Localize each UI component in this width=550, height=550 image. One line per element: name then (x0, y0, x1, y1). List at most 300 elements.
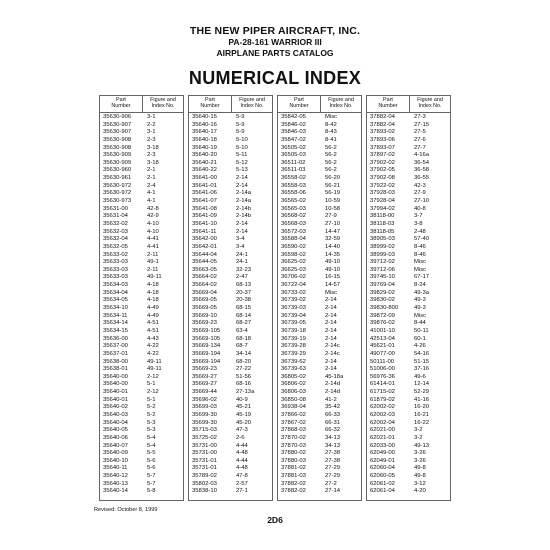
catalog-title: AIRPLANE PARTS CATALOG (216, 48, 334, 58)
index-row (100, 381, 183, 389)
part-number: 35664-02 (192, 282, 217, 289)
part-number: 35731-01 (192, 465, 217, 472)
figure-index: 4-10 (147, 220, 159, 227)
part-number-header: Part Number (111, 97, 131, 109)
index-row (100, 420, 183, 428)
figure-index: 2-1 (147, 175, 156, 182)
figure-index: 49-3a (414, 289, 430, 296)
index-row (100, 481, 183, 489)
index-column (188, 95, 273, 501)
part-number: 36568-03 (281, 220, 306, 227)
part-number: 37870-03 (281, 442, 306, 449)
part-number: 35640-10 (103, 457, 128, 464)
part-number: 35634-15 (103, 327, 128, 334)
part-number: 37882-04 (370, 114, 395, 120)
part-number: 35641-06 (192, 190, 217, 197)
index-row (367, 290, 450, 298)
index-row (100, 389, 183, 397)
index-row (278, 175, 361, 183)
index-row (367, 366, 450, 374)
index-row (100, 450, 183, 458)
index-row (367, 458, 450, 466)
part-number: 37882-02 (281, 480, 306, 487)
part-number: 35634-10 (103, 305, 128, 312)
part-number: 35634-11 (103, 312, 128, 319)
figure-index: 5-13 (236, 167, 248, 174)
index-row (100, 229, 183, 237)
index-row (100, 305, 183, 313)
header-divider (320, 96, 321, 112)
index-row (100, 427, 183, 435)
part-number: 36739-18 (281, 327, 306, 334)
part-number: 35640-22 (192, 167, 217, 174)
figure-index: 4-18 (147, 282, 159, 289)
part-number: 35669-105 (192, 335, 221, 342)
figure-index: 56-2 (325, 152, 337, 159)
index-row (367, 427, 450, 435)
part-number: 62021-00 (370, 427, 395, 434)
figure-index: 2-14 (325, 312, 337, 319)
part-number: 36739-02 (281, 297, 306, 304)
figure-index: 5-2 (147, 404, 156, 411)
index-row (278, 213, 361, 221)
part-number: 35802-03 (192, 480, 217, 487)
figure-index: 68-20 (236, 358, 252, 365)
index-row (367, 450, 450, 458)
figure-index: 2-48 (414, 228, 426, 235)
index-row (278, 114, 361, 122)
index-row (278, 351, 361, 359)
index-row (367, 343, 450, 351)
part-number: 35630-972 (103, 190, 132, 197)
index-row (189, 374, 272, 382)
figure-index: 49-11 (147, 366, 162, 373)
part-number: 35669-194 (192, 358, 221, 365)
part-number: 35631-04 (103, 213, 128, 220)
index-row (367, 145, 450, 153)
figure-index: 2-14 (236, 182, 248, 189)
figure-index: 56-19 (325, 190, 341, 197)
part-number: 35640-02 (103, 404, 128, 411)
index-row (189, 206, 272, 214)
figure-index: 8-44 (414, 320, 426, 327)
part-number: 36739-63 (281, 366, 306, 373)
figure-index: 2-14 (236, 228, 248, 235)
figure-index: 49-8 (414, 465, 426, 472)
part-number: 36938-04 (281, 404, 306, 411)
index-row (367, 206, 450, 214)
part-number: 35636-00 (103, 335, 128, 342)
index-row (367, 244, 450, 252)
index-row (278, 167, 361, 175)
figure-index: 5-11 (236, 152, 248, 159)
numerical-index-table (99, 95, 452, 501)
part-number: 35842-05 (281, 114, 306, 120)
part-number: 61414-01 (370, 381, 395, 388)
figure-index: 5-7 (147, 480, 156, 487)
index-row (367, 236, 450, 244)
part-number: 36739-62 (281, 358, 306, 365)
part-number: 36739-04 (281, 312, 306, 319)
index-row (100, 404, 183, 412)
figure-index: 51-15 (414, 358, 430, 365)
index-row (367, 481, 450, 489)
index-row (189, 259, 272, 267)
index-row (367, 129, 450, 137)
figure-index: 4-26 (414, 343, 426, 350)
figure-index: 49-10 (325, 259, 341, 266)
figure-index: 3-18 (147, 144, 159, 151)
index-row (100, 175, 183, 183)
index-row (367, 313, 450, 321)
part-number: 35630-908 (103, 144, 132, 151)
part-number: 35664-02 (192, 274, 217, 281)
figure-index: 41-16 (414, 396, 430, 403)
figure-index: 2-14b (236, 205, 252, 212)
aircraft-model: PA-28-161 WARRIOR III (228, 37, 322, 47)
figure-index: 5-9 (236, 121, 245, 128)
part-number: 35633-03 (103, 259, 128, 266)
index-row (189, 297, 272, 305)
index-row (367, 297, 450, 305)
figure-index: 68-16 (236, 381, 252, 388)
part-number: 35669-10 (192, 312, 217, 319)
part-number: 62061-04 (370, 488, 395, 495)
index-row (100, 259, 183, 267)
index-row (100, 221, 183, 229)
figure-index: 49-10 (325, 266, 341, 273)
figure-index: 4-16a (414, 152, 430, 159)
figure-index: 24-1 (236, 259, 248, 266)
index-row (278, 274, 361, 282)
index-row (189, 336, 272, 344)
figure-index: 12-14 (414, 381, 430, 388)
figure-index: 32-23 (236, 266, 252, 273)
index-row (189, 152, 272, 160)
index-row (189, 114, 272, 122)
index-row (189, 290, 272, 298)
part-number: 35632-05 (103, 243, 128, 250)
figure-index: 56-2 (325, 144, 337, 151)
index-row (367, 282, 450, 290)
part-number: 37880-03 (281, 457, 306, 464)
part-number: 62002-02 (370, 404, 395, 411)
part-number: 35838-10 (192, 488, 217, 495)
part-number: 36739-03 (281, 305, 306, 312)
figure-index: 8-43 (325, 129, 337, 136)
figure-index: 2-14a (236, 190, 252, 197)
part-number: 35789-02 (192, 473, 217, 480)
part-number: 36625-03 (281, 266, 306, 273)
part-number: 35731-01 (192, 457, 217, 464)
part-number: 36558-06 (281, 190, 306, 197)
part-number: 36625-02 (281, 259, 306, 266)
figure-index: 2-14 (236, 175, 248, 182)
part-number: 35632-03 (103, 228, 128, 235)
part-number: 35669-44 (192, 389, 217, 396)
part-number: 39745-10 (370, 274, 395, 281)
part-number: 35641-01 (192, 182, 217, 189)
part-number: 35641-08 (192, 205, 217, 212)
figure-index: 2-12 (147, 373, 159, 380)
figure-index: 2-11 (147, 266, 159, 273)
figure-index: 2-14 (325, 366, 337, 373)
part-number: 36511-02 (281, 159, 306, 166)
part-number: 36739-29 (281, 350, 306, 357)
figure-index: 49-11 (147, 358, 162, 365)
figure-index: 2-57 (236, 480, 248, 487)
part-number: 35640-17 (192, 129, 217, 136)
part-number: 51006-00 (370, 366, 395, 373)
index-row (278, 190, 361, 198)
figure-index-header: Figure and Index No. (417, 97, 443, 109)
part-number: 62021-01 (370, 434, 395, 441)
figure-index: 2-14 (236, 220, 248, 227)
index-row (367, 175, 450, 183)
figure-index: 47-3 (236, 427, 248, 434)
figure-index: Misc (414, 266, 427, 273)
figure-index: 41-2 (325, 396, 337, 403)
index-row (367, 488, 450, 496)
index-row (278, 252, 361, 260)
part-number: 35640-16 (192, 121, 217, 128)
index-row (278, 427, 361, 435)
figure-index: 10-58 (325, 205, 341, 212)
index-row (189, 366, 272, 374)
index-row (189, 129, 272, 137)
index-row (278, 244, 361, 252)
part-number: 61715-02 (370, 389, 395, 396)
part-number: 36706-02 (281, 274, 306, 281)
figure-index: 56-2 (325, 159, 337, 166)
index-row (189, 145, 272, 153)
index-row (189, 488, 272, 496)
figure-index: 4-22 (147, 343, 159, 350)
index-row (100, 122, 183, 130)
part-number: 36805-02 (281, 373, 306, 380)
part-number: 35644-04 (192, 251, 217, 258)
part-number: 35669-105 (192, 327, 221, 334)
part-number: 35669-23 (192, 366, 217, 373)
figure-index: 4-44 (236, 457, 248, 464)
figure-index: 2-14 (325, 327, 337, 334)
part-number: 35644-05 (192, 259, 217, 266)
index-row (100, 183, 183, 191)
figure-index: 5-1 (147, 396, 156, 403)
index-row (278, 297, 361, 305)
index-column (277, 95, 362, 501)
figure-index: 37-16 (414, 366, 430, 373)
figure-index: 5-2 (147, 411, 156, 418)
figure-index: 5-7 (147, 473, 156, 480)
page-number: 2D6 (267, 515, 283, 525)
part-number: 35699-03 (192, 404, 217, 411)
figure-index: 8-46 (414, 251, 426, 258)
index-row (278, 404, 361, 412)
figure-index: 45-19 (236, 411, 252, 418)
figure-index: 5-9 (236, 129, 245, 136)
index-row (367, 152, 450, 160)
index-row (100, 343, 183, 351)
figure-index: 27-9 (325, 213, 337, 220)
index-row (278, 198, 361, 206)
part-number: 35640-13 (103, 480, 128, 487)
index-row (100, 488, 183, 496)
index-row (100, 313, 183, 321)
index-row (189, 267, 272, 275)
figure-index: 45-20 (236, 419, 252, 426)
index-row (189, 420, 272, 428)
figure-index: 2-14 (325, 297, 337, 304)
figure-index: 4-18 (147, 297, 159, 304)
figure-index: 49-6 (414, 373, 426, 380)
index-row (278, 129, 361, 137)
index-row (189, 213, 272, 221)
part-number: 41001-10 (370, 327, 395, 334)
part-number: 35637-00 (103, 343, 128, 350)
part-number: 38999-02 (370, 243, 395, 250)
index-row (367, 389, 450, 397)
part-number: 37882-04 (370, 121, 395, 128)
part-number: 35640-06 (103, 434, 128, 441)
part-number: 35640-14 (103, 488, 128, 495)
figure-index: 4-18 (147, 289, 159, 296)
part-number: 35640-15 (192, 114, 217, 120)
part-number: 35633-03 (103, 266, 128, 273)
part-number: 39872-09 (370, 312, 395, 319)
part-number: 35640-19 (192, 144, 217, 151)
figure-index: 52-29 (414, 389, 430, 396)
figure-index: 50-11 (414, 327, 429, 334)
column-header (278, 96, 361, 113)
index-row (100, 473, 183, 481)
index-row (100, 443, 183, 451)
part-number: 50111-00 (370, 358, 395, 365)
part-number: 36733-02 (281, 289, 306, 296)
index-row (100, 114, 183, 122)
figure-index: 4-20 (414, 488, 426, 495)
index-row (278, 397, 361, 405)
part-number: 37893-06 (370, 136, 395, 143)
figure-index: 27-38 (325, 457, 341, 464)
index-row (100, 435, 183, 443)
index-row (100, 359, 183, 367)
figure-index: 2-4 (147, 182, 156, 189)
figure-index: 5-4 (147, 442, 156, 449)
part-number: 35641-09 (192, 213, 217, 220)
column-header (100, 96, 183, 113)
figure-index: 3-12 (414, 480, 426, 487)
figure-index: 36-54 (414, 159, 430, 166)
index-row (100, 236, 183, 244)
figure-index: 3-4 (236, 236, 245, 243)
figure-index: 45-18a (325, 373, 344, 380)
figure-index: 34-13 (325, 442, 341, 449)
part-number: 62033-00 (370, 442, 395, 449)
part-number: 35634-03 (103, 282, 128, 289)
figure-index: 42-9 (147, 213, 159, 220)
index-row (189, 389, 272, 397)
index-row (100, 328, 183, 336)
part-number: 36588-04 (281, 236, 306, 243)
part-number: 35669-04 (192, 289, 217, 296)
figure-index: 2-6 (236, 434, 245, 441)
figure-index: 47-8 (236, 473, 248, 480)
figure-index: 4-48 (236, 450, 248, 457)
part-number: 35731-00 (192, 442, 217, 449)
figure-index: 5-10 (236, 136, 248, 143)
index-row (100, 129, 183, 137)
part-number: 35669-05 (192, 305, 217, 312)
figure-index: 2-14d (325, 381, 341, 388)
index-row (189, 160, 272, 168)
index-row (278, 328, 361, 336)
figure-index: Misc (414, 312, 427, 319)
part-number: 35669-05 (192, 297, 217, 304)
figure-index: 10-59 (325, 198, 341, 205)
index-row (367, 351, 450, 359)
index-row (100, 190, 183, 198)
figure-index: 2-3 (147, 136, 156, 143)
figure-index: 4-1 (147, 198, 156, 205)
part-number: 39829-02 (370, 289, 395, 296)
figure-index: 3-2 (414, 427, 423, 434)
part-number: 35696-02 (192, 396, 217, 403)
figure-index: 27-13a (236, 389, 255, 396)
figure-index: 27-22 (236, 366, 252, 373)
part-number: 35669-134 (192, 343, 221, 350)
index-row (100, 320, 183, 328)
figure-index: 4-51 (147, 320, 159, 327)
figure-index: 14-40 (325, 243, 341, 250)
index-row (367, 404, 450, 412)
part-number: 49077-00 (370, 350, 395, 357)
figure-index: 3-26 (414, 457, 426, 464)
figure-index: 5-4 (147, 434, 156, 441)
figure-index: 14-47 (325, 228, 341, 235)
figure-index: 8-42 (325, 121, 337, 128)
part-number: 37893-07 (370, 144, 395, 151)
index-row (189, 473, 272, 481)
figure-index: 56-2 (325, 167, 337, 174)
part-number: 35847-02 (281, 136, 306, 143)
index-row (367, 198, 450, 206)
index-row (278, 420, 361, 428)
index-row (100, 244, 183, 252)
part-number: 37880-02 (281, 450, 306, 457)
header-divider (231, 96, 232, 112)
part-number: 35641-07 (192, 198, 217, 205)
part-number: 35640-04 (103, 419, 128, 426)
index-row (367, 137, 450, 145)
part-number: 38118-03 (370, 220, 395, 227)
part-number: 36505-03 (281, 152, 306, 159)
figure-index: 66-31 (325, 419, 341, 426)
part-number-header: Part Number (289, 97, 309, 109)
index-row (189, 465, 272, 473)
figure-index: 2-14 (325, 320, 337, 327)
part-number: 35640-20 (192, 152, 217, 159)
figure-index: 2-3 (147, 152, 156, 159)
index-row (100, 297, 183, 305)
part-number: 39830-02 (370, 297, 395, 304)
figure-index: 4-41 (147, 236, 159, 243)
index-row (100, 137, 183, 145)
part-number: 35715-03 (192, 427, 217, 434)
part-number: 35633-02 (103, 251, 128, 258)
part-number-header: Part Number (378, 97, 398, 109)
index-row (100, 366, 183, 374)
